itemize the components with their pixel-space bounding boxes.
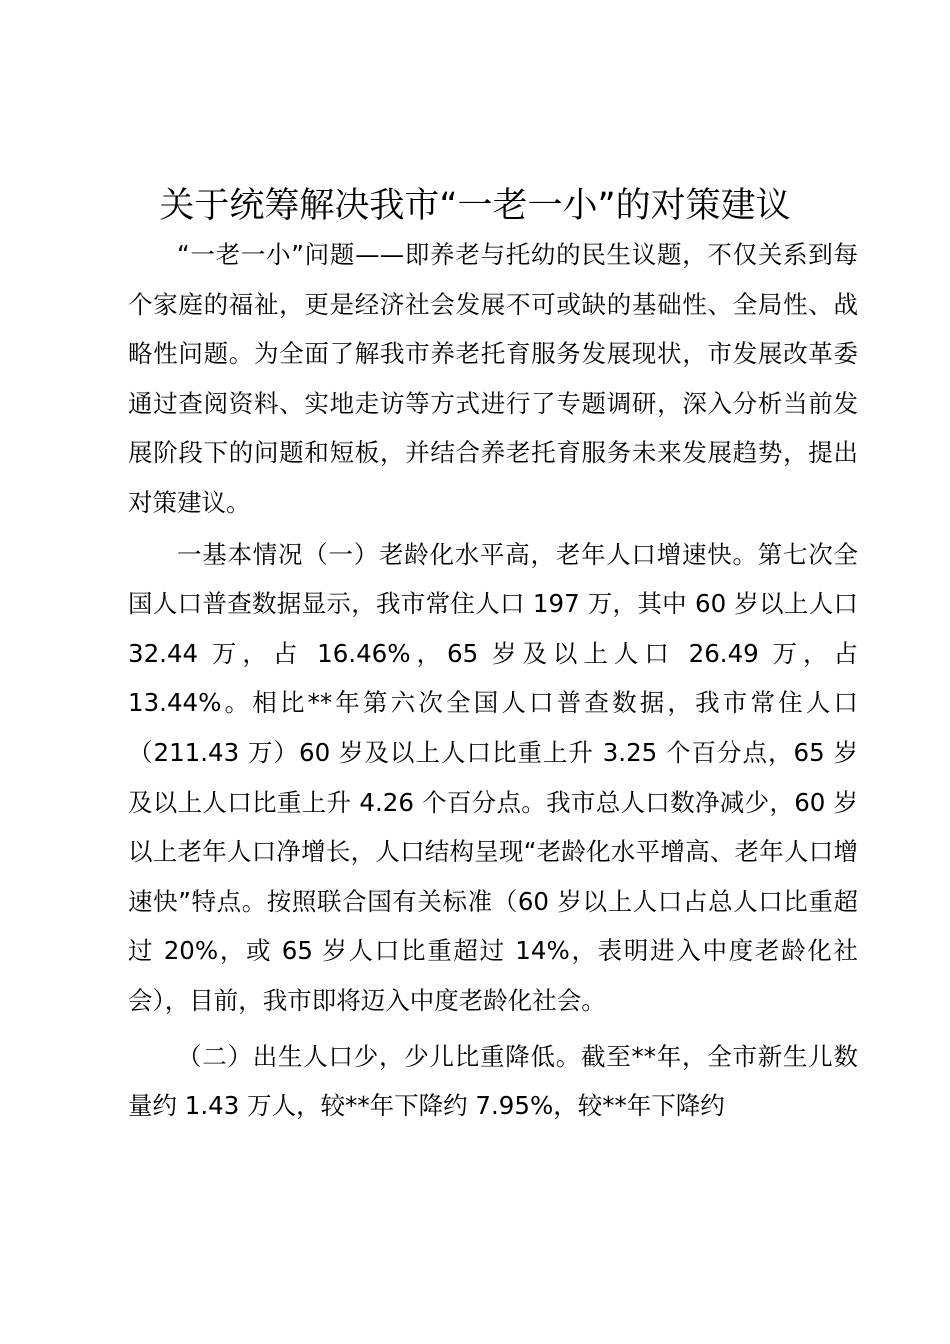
paragraph-birth-population: （二）出生人口少，少儿比重降低。截至**年，全市新生儿数量约 1.43 万人，较**年下降约 7.95%，较**年下降约 <box>128 1041 858 1121</box>
paragraph-aging-situation: 一基本情况（一）老龄化水平高，老年人口增速快。第七次全国人口普查数据显示，我市常住人口 197 万，其中 60 岁以上人口 32.44 万，占 16.46%，65 岁及以上人口 26.49 万，占 13.44%。相比**年第六次全国人口普查数据，我市常住人口（211.43 万）60 岁及以上人口比重上升 3.25 个百分点，65 岁及以上人口比重上升 4.26 个百分点。我市总人口数净减少，60 岁以上老年人口净增长，人口结构呈现“老龄化水平增高、老年人口增速快”特点。按照联合国有关标准（60 岁以上人口占总人口比重超过 20%，或 65 岁人口比重超过 14%，表明进入中度老龄化社会），目前，我市即将迈入中度老龄化社会。 <box>128 539 858 1015</box>
paragraph-intro: “一老一小”问题——即养老与托幼的民生议题，不仅关系到每个家庭的福祉，更是经济社会发展不可或缺的基础性、全局性、战略性问题。为全面了解我市养老托育服务发展现状，市发展改革委通过查阅资料、实地走访等方式进行了专题调研，深入分析当前发展阶段下的问题和短板，并结合养老托育服务未来发展趋势，提出对策建议。 <box>128 240 858 517</box>
document-title: 关于统筹解决我市“一老一小”的对策建议 <box>159 186 791 226</box>
document-body <box>128 230 858 1131</box>
